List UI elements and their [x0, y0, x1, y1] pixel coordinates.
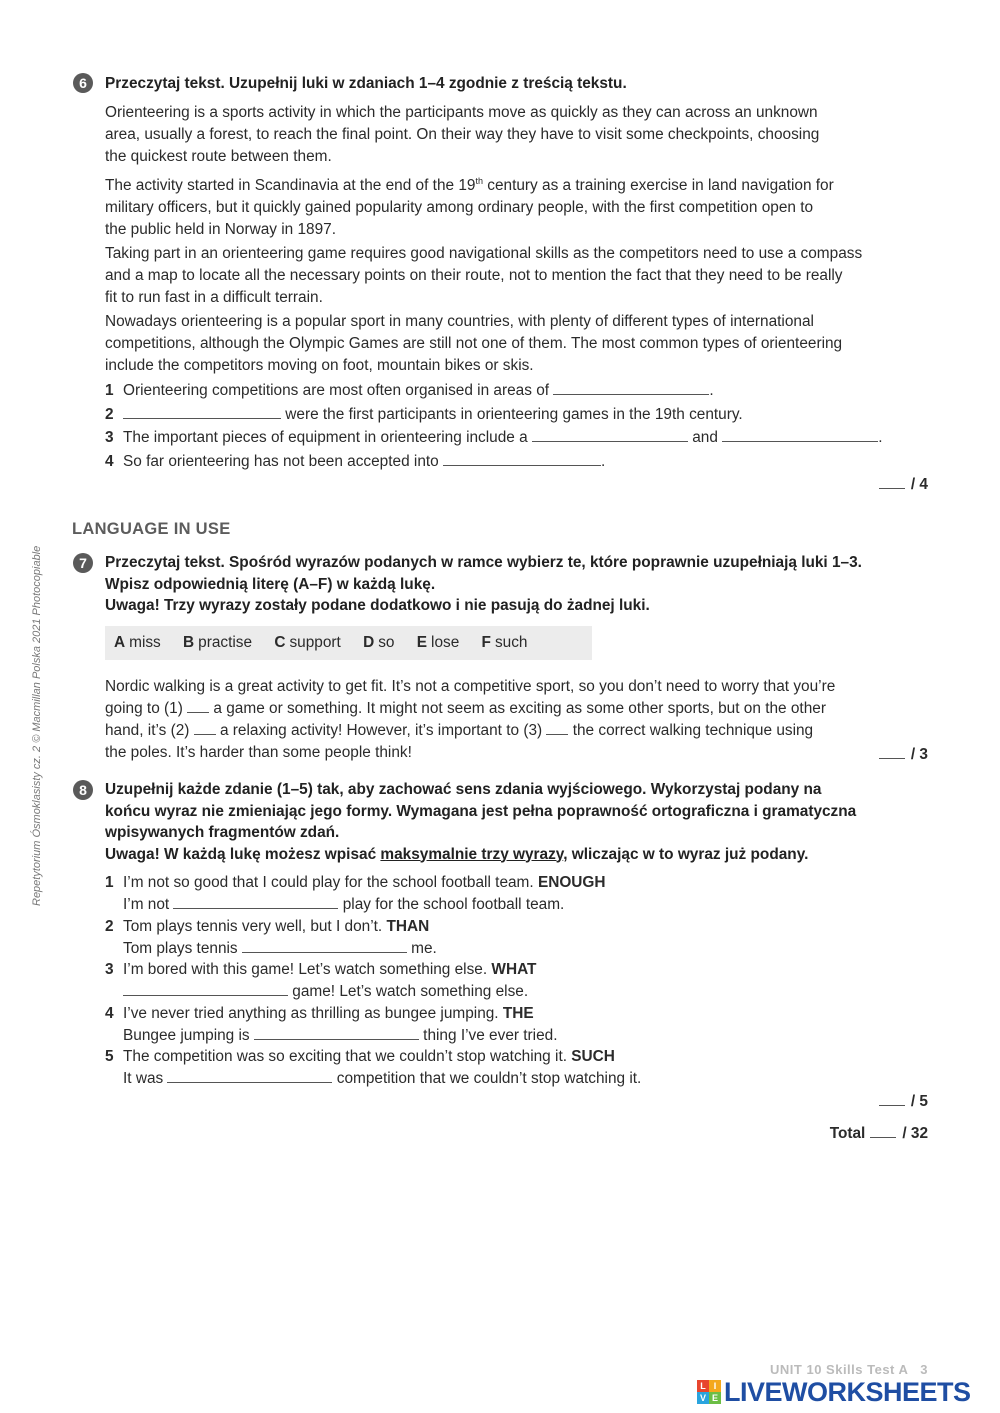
- ex6-question-1: [105, 380, 714, 401]
- total-score: [830, 1123, 928, 1143]
- answer-blank[interactable]: [123, 404, 281, 419]
- exercise-7-number-badge: 7: [73, 553, 93, 573]
- section-title: LANGUAGE IN USE: [72, 520, 231, 538]
- exercise-8-instruction: [105, 779, 856, 865]
- paragraph-2-end: century as a training exercise in land navigation for: [482, 177, 834, 195]
- liveworksheets-logo[interactable]: [697, 1376, 971, 1408]
- option-letter: D: [363, 634, 375, 651]
- word-option: [274, 634, 340, 651]
- exercise-8-number-badge: 8: [73, 780, 93, 800]
- text-segment: the correct walking technique using: [568, 722, 814, 739]
- paragraph-3-line: and a map to locate all the necessary points on their route, not to mention the fact that they need to be really: [105, 267, 843, 285]
- ex8-item-5: [105, 1047, 641, 1089]
- instruction-line: Wpisz odpowiednią literę (A–F) w każdą lukę.: [105, 575, 436, 593]
- score-max: / 5: [910, 1093, 928, 1110]
- question-text: So far orienteering has not been accepted into: [123, 453, 444, 470]
- ex8-score: [879, 1091, 928, 1111]
- option-letter: C: [274, 634, 286, 651]
- original-sentence: I’ve never tried anything as thrilling as bungee jumping.: [123, 1005, 503, 1022]
- answer-blank[interactable]: [443, 451, 601, 466]
- exercise-7-instruction: [105, 552, 862, 617]
- ex6-question-3: [105, 427, 882, 448]
- exercise-6-text: [105, 102, 930, 377]
- option-letter: F: [481, 634, 491, 651]
- question-number: 4: [105, 453, 114, 470]
- answer-blank[interactable]: [167, 1068, 332, 1083]
- text-line: [105, 720, 905, 742]
- sentence-end: thing I’ve ever tried.: [418, 1026, 558, 1044]
- instruction-line: Przeczytaj tekst. Spośród wyrazów podanych w ramce wybierz te, które poprawnie uzupełniają luki 1–3.: [105, 554, 862, 571]
- score-max: / 4: [910, 476, 928, 493]
- paragraph-1-line: area, usually a forest, to reach the final point. On their way they have to visit some checkpoints, choosing: [105, 126, 820, 143]
- logo-letter: E: [709, 1392, 721, 1404]
- paragraph-3-line: Taking part in an orienteering game requires good navigational skills as the competitors need to use a compass: [105, 245, 863, 263]
- key-word: THAN: [386, 918, 430, 935]
- text-line: Nordic walking is a great activity to get fit. It’s not a competitive sport, so you don’t need to worry that you’re: [105, 678, 836, 695]
- question-text: were the first participants in orienteering games in the 19th century.: [281, 406, 743, 423]
- paragraph-3-line: fit to run fast in a difficult terrain.: [105, 289, 323, 307]
- paragraph-1-line: the quickest route between them.: [105, 148, 332, 165]
- text-segment: hand, it’s (2): [105, 722, 194, 739]
- ex8-item-2: [105, 917, 437, 959]
- liveworksheets-icon: [697, 1380, 721, 1404]
- text-segment: a relaxing activity! However, it’s important to (3): [215, 722, 547, 739]
- word-option: [363, 634, 394, 651]
- page-footer: UNIT 10 Skills Test A 3: [770, 1362, 928, 1377]
- total-label: Total: [829, 1125, 866, 1142]
- ex6-question-2: [105, 404, 743, 425]
- option-letter: A: [114, 634, 126, 651]
- score-blank[interactable]: [879, 1091, 905, 1106]
- logo-letter: I: [709, 1380, 721, 1392]
- original-sentence: The competition was so exciting that we couldn’t stop watching it.: [123, 1048, 572, 1065]
- logo-letter: L: [697, 1380, 709, 1392]
- gap-3-blank[interactable]: [546, 720, 568, 735]
- paragraph-1-line: Orienteering is a sports activity in which the participants move as quickly as they can across an unknown: [105, 104, 818, 121]
- liveworksheets-wordmark: LIVEWORKSHEETS: [724, 1376, 971, 1407]
- score-blank[interactable]: [879, 744, 905, 759]
- instruction-line: końcu wyraz nie zmieniając jego formy. Wymagana jest pełna poprawność ortograficzna i gramatyczna: [105, 802, 857, 820]
- original-sentence: I’m bored with this game! Let’s watch something else.: [123, 961, 492, 978]
- original-sentence: Tom plays tennis very well, but I don’t.: [123, 918, 387, 935]
- option-word: lose: [431, 634, 460, 651]
- key-word: ENOUGH: [537, 874, 606, 891]
- answer-blank[interactable]: [173, 894, 338, 909]
- option-word: practise: [198, 634, 253, 651]
- sentence-end: play for the school football team.: [338, 895, 565, 913]
- instruction-line: Uwaga! Trzy wyrazy zostały podane dodatkowo i nie pasują do żadnej luki.: [105, 597, 650, 614]
- ex6-question-4: [105, 451, 605, 472]
- paragraph-4-line: Nowadays orienteering is a popular sport in many countries, with plenty of different types of international: [105, 313, 814, 331]
- question-number: 2: [105, 406, 114, 423]
- text-segment: a game or something. It might not seem as exciting as some other sports, but on the other: [209, 700, 826, 717]
- item-number: 5: [105, 1048, 114, 1065]
- ex7-score: [879, 744, 928, 764]
- text-segment: going to (1): [105, 700, 188, 717]
- instruction-segment: , wliczając w to wyraz już podany.: [563, 845, 809, 863]
- period: .: [601, 453, 606, 470]
- option-word: miss: [129, 634, 161, 651]
- question-text: The important pieces of equipment in orienteering include a: [123, 429, 532, 446]
- sentence-end: me.: [406, 939, 437, 957]
- question-number: 3: [105, 429, 114, 446]
- sentence-start: It was: [123, 1069, 168, 1087]
- exercise-7-text: [105, 676, 905, 764]
- word-box: [105, 626, 592, 660]
- word-option: [183, 634, 252, 651]
- text-line: [105, 698, 905, 720]
- paragraph-2-line: military officers, but it quickly gained popularity among ordinary people, with the first competition open to: [105, 199, 814, 217]
- total-blank[interactable]: [870, 1123, 896, 1138]
- question-text: Orienteering competitions are most often organised in areas of: [123, 382, 554, 399]
- ex8-item-3: [105, 960, 536, 1002]
- option-letter: E: [416, 634, 428, 651]
- answer-blank[interactable]: [242, 938, 407, 953]
- period: .: [709, 382, 714, 399]
- sentence-start: Bungee jumping is: [123, 1026, 254, 1044]
- sentence-end: game! Let’s watch something else.: [288, 982, 529, 1000]
- item-number: 4: [105, 1005, 114, 1022]
- option-word: support: [289, 634, 341, 651]
- paragraph-2-line: the public held in Norway in 1897.: [105, 221, 337, 239]
- answer-blank[interactable]: [123, 981, 288, 996]
- ex6-score: [879, 474, 928, 494]
- answer-blank[interactable]: [553, 380, 709, 395]
- word-option: [417, 634, 460, 651]
- paragraph-4-line: competitions, although the Olympic Games are still not one of them. The most common types of orienteering: [105, 335, 843, 353]
- item-number: 2: [105, 918, 114, 935]
- underlined-phrase: maksymalnie trzy wyrazy: [380, 845, 564, 863]
- key-word: THE: [502, 1005, 534, 1022]
- text-line: the poles. It’s harder than some people think!: [105, 744, 412, 761]
- instruction-line: Uzupełnij każde zdanie (1–5) tak, aby zachować sens zdania wyjściowego. Wykorzystaj podany na: [105, 781, 822, 798]
- option-letter: B: [183, 634, 195, 651]
- ex8-item-1: [105, 873, 606, 915]
- score-max: / 3: [910, 746, 928, 763]
- sentence-start: Tom plays tennis: [123, 939, 242, 957]
- key-word: SUCH: [571, 1048, 615, 1065]
- exercise-6-instruction: Przeczytaj tekst. Uzupełnij luki w zdaniach 1–4 zgodnie z treścią tekstu.: [105, 75, 627, 92]
- paragraph-4-line: include the competitors moving on foot, mountain bikes or skis.: [105, 357, 534, 375]
- word-option: [114, 634, 161, 651]
- total-max: / 32: [902, 1125, 928, 1142]
- instruction-line: [105, 844, 856, 866]
- period: .: [878, 429, 883, 446]
- question-number: 1: [105, 382, 114, 399]
- sentence-end: competition that we couldn’t stop watching it.: [332, 1069, 642, 1087]
- instruction-line: wpisywanych fragmentów zdań.: [105, 824, 340, 841]
- option-word: so: [378, 634, 395, 651]
- question-text-and: and: [687, 429, 723, 446]
- gap-1-blank[interactable]: [187, 698, 209, 713]
- option-word: such: [494, 634, 528, 651]
- superscript-th: th: [475, 176, 483, 186]
- logo-letter: V: [697, 1392, 709, 1404]
- paragraph-2-start: The activity started in Scandinavia at the end of the 19: [105, 177, 476, 195]
- gap-2-blank[interactable]: [194, 720, 216, 735]
- key-word: WHAT: [491, 961, 537, 978]
- sentence-start: I’m not: [123, 895, 174, 913]
- score-blank[interactable]: [879, 474, 905, 489]
- ex8-item-4: [105, 1004, 558, 1046]
- word-option: [482, 634, 528, 651]
- answer-blank[interactable]: [722, 427, 878, 442]
- answer-blank[interactable]: [532, 427, 688, 442]
- exercise-6-number-badge: 6: [73, 73, 93, 93]
- original-sentence: I’m not so good that I could play for the school football team.: [123, 874, 538, 891]
- item-number: 3: [105, 961, 114, 978]
- item-number: 1: [105, 874, 114, 891]
- paragraph-2-line: [105, 170, 930, 197]
- answer-blank[interactable]: [254, 1025, 419, 1040]
- copyright-side-text: Repetytorium Ósmoklasisty cz. 2 © Macmillan Polska 2021 Photocopiable: [31, 545, 43, 906]
- instruction-segment: Uwaga! W każdą lukę możesz wpisać: [105, 845, 381, 863]
